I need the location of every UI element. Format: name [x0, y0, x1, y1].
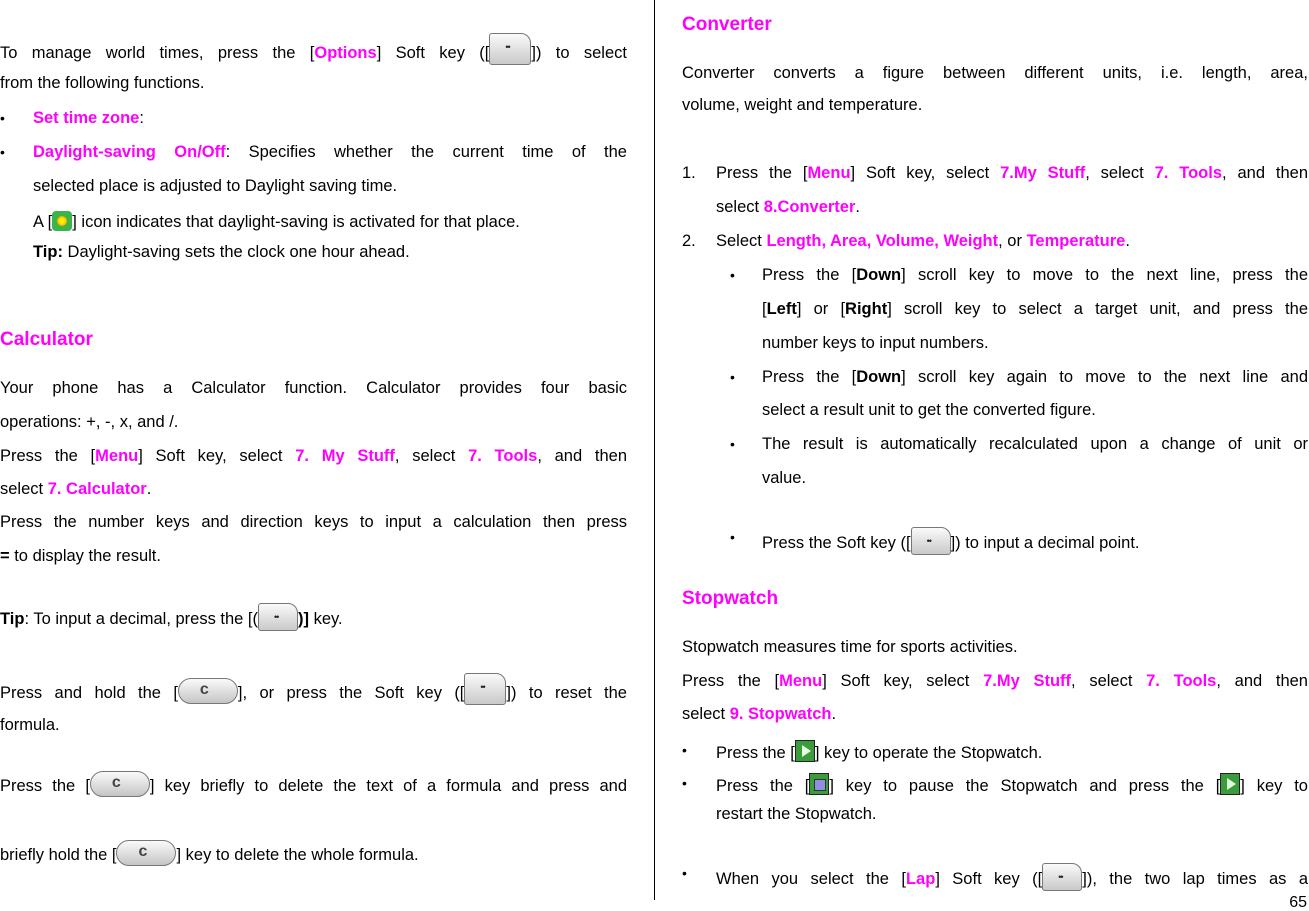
clear-key-icon — [178, 678, 238, 704]
play-key-icon — [795, 740, 815, 762]
pause-key-icon — [809, 773, 829, 795]
soft-key-icon — [464, 673, 506, 705]
calculator-heading: Calculator — [0, 329, 93, 350]
calculator-para-1-line-2: operations: +, -, x, and /. — [0, 413, 179, 431]
intro-line-2: from the following functions. — [0, 74, 205, 92]
converter-bullet-2-line-2: select a result unit to get the converted figure. — [762, 401, 1096, 419]
converter-bullet-2: Press the [Down] scroll key again to move to the next line and — [762, 368, 1308, 386]
calculator-para-4-line-2: formula. — [0, 716, 60, 734]
dst-icon-note: A [ ] icon indicates that daylight-saving is activated for that place. — [33, 213, 520, 231]
bullet-icon: • — [0, 144, 5, 160]
column-divider — [654, 0, 655, 900]
bullet-icon: • — [682, 742, 687, 758]
play-key-icon — [1220, 773, 1240, 795]
converter-bullet-1: Press the [Down] scroll key to move to the next line, press the — [762, 266, 1308, 284]
converter-step-2: Select Length, Area, Volume, Weight, or Temperature. — [716, 232, 1130, 250]
calculator-para-4: Press and hold the [c ], or press the Soft key ([•• ]) to reset the — [0, 673, 627, 705]
set-time-zone-item: Set time zone: — [33, 109, 144, 127]
stopwatch-heading: Stopwatch — [682, 588, 779, 609]
bullet-icon: • — [730, 436, 735, 452]
stopwatch-para-2-line-2: select 9. Stopwatch. — [682, 705, 837, 723]
calculator-para-1: Your phone has a Calculator function. Calculator provides four basic — [0, 379, 627, 397]
step-number: 1. — [682, 164, 696, 182]
stopwatch-bullet-1: Press the [ ] key to operate the Stopwatch. — [716, 740, 1308, 763]
bullet-icon: • — [682, 865, 687, 881]
stopwatch-para-1: Stopwatch measures time for sports activities. — [682, 638, 1018, 656]
soft-key-icon — [258, 603, 298, 631]
converter-para-1: Converter converts a figure between different units, i.e. length, area, — [682, 64, 1308, 82]
calculator-para-2-line-2: select 7. Calculator. — [0, 480, 152, 498]
daylight-saving-line-2: selected place is adjusted to Daylight saving time. — [33, 177, 398, 195]
converter-bullet-4: Press the Soft key ([•• ]) to input a decimal point. — [762, 527, 1308, 555]
stopwatch-bullet-2: Press the [ ] key to pause the Stopwatch and press the [ ] key to — [716, 773, 1308, 796]
bullet-icon: • — [0, 110, 5, 126]
clear-key-icon — [116, 840, 176, 866]
calculator-para-2: Press the [Menu] Soft key, select 7. My Stuff, select 7. Tools, and then — [0, 447, 628, 465]
page-number: 65 — [1289, 894, 1307, 911]
clear-key-icon — [90, 771, 150, 797]
stopwatch-bullet-2-line-2: restart the Stopwatch. — [716, 805, 877, 823]
soft-key-icon — [911, 527, 951, 555]
bullet-icon: • — [730, 369, 735, 385]
daylight-saving-item: Daylight-saving On/Off: Specifies whether the current time of the — [33, 143, 627, 161]
converter-step-1: Press the [Menu] Soft key, select 7.My Stuff, select 7. Tools, and then — [716, 164, 1308, 182]
stopwatch-para-2: Press the [Menu] Soft key, select 7.My Stuff, select 7. Tools, and then — [682, 672, 1308, 690]
stopwatch-bullet-3: When you select the [Lap] Soft key ([•• ]), the two lap times as a — [716, 863, 1308, 891]
bullet-icon: • — [682, 775, 687, 791]
converter-bullet-1-line-3: number keys to input numbers. — [762, 334, 989, 352]
converter-para-1-line-2: volume, weight and temperature. — [682, 96, 923, 114]
soft-key-icon — [489, 33, 531, 65]
step-number: 2. — [682, 232, 696, 250]
converter-bullet-1-line-2: [Left] or [Right] scroll key to select a target unit, and press the — [762, 300, 1308, 318]
calculator-para-5-line-2: briefly hold the [c ] key to delete the whole formula. — [0, 840, 627, 866]
calculator-para-5: Press the [c ] key briefly to delete the text of a formula and press and — [0, 771, 627, 797]
converter-bullet-3-line-2: value. — [762, 469, 807, 487]
converter-step-1-line-2: select 8.Converter. — [716, 198, 860, 216]
converter-bullet-3: The result is automatically recalculated upon a change of unit or — [762, 435, 1308, 453]
bullet-icon: • — [730, 267, 735, 283]
calculator-para-3-line-2: = to display the result. — [0, 547, 161, 565]
calculator-tip: Tip: To input a decimal, press the [(•• )] key. — [0, 603, 627, 631]
soft-key-icon — [1042, 863, 1082, 891]
converter-heading: Converter — [682, 14, 772, 35]
dst-tip: Tip: Daylight-saving sets the clock one hour ahead. — [33, 243, 410, 261]
calculator-para-3: Press the number keys and direction keys to input a calculation then press — [0, 513, 627, 531]
intro-line-1: To manage world times, press the [Options] Soft key ([•• ]) to select — [0, 33, 627, 65]
bullet-icon: • — [730, 529, 735, 545]
daylight-saving-icon — [52, 211, 72, 231]
